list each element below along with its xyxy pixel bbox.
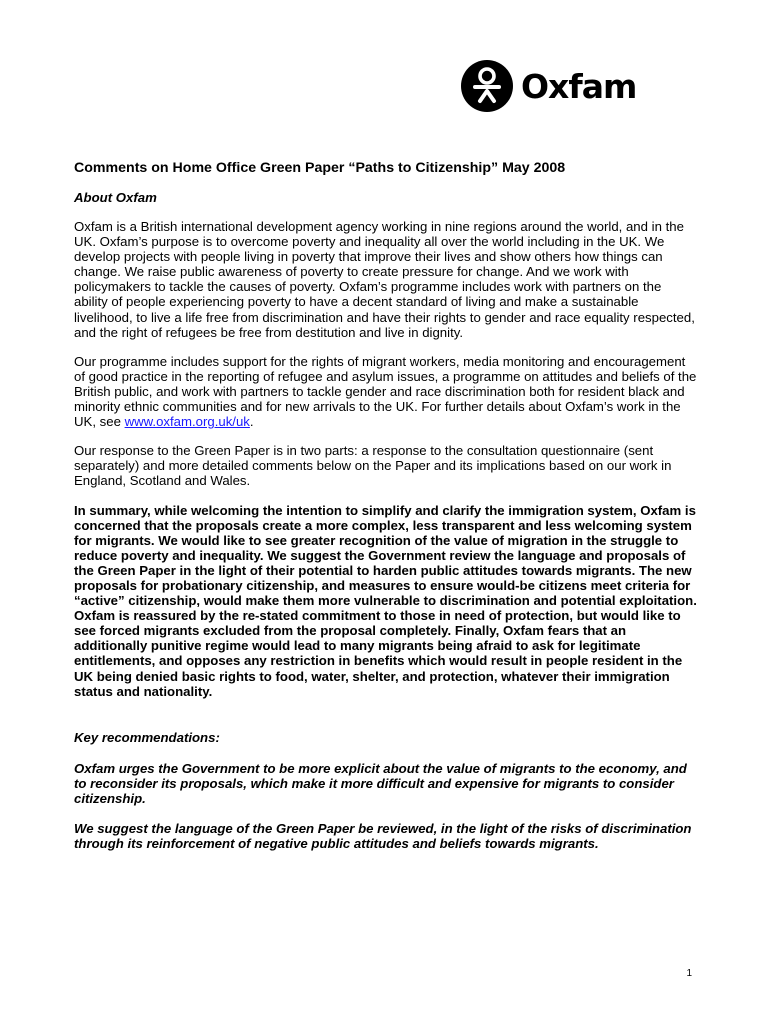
document-title: Comments on Home Office Green Paper “Paths to Citizenship” May 2008	[74, 160, 566, 176]
response-paragraph: Our response to the Green Paper is in two parts: a response to the consultation questionnaire (sent separately) and more detailed comments below on the Paper and its implications based on our work in England, Scotland and Wales.	[74, 443, 672, 489]
about-heading: About Oxfam	[74, 190, 157, 205]
recommendation-2: We suggest the language of the Green Paper be reviewed, in the light of the risks of discrimination through its reinforcement of negative public attitudes and beliefs towards migrants.	[74, 821, 692, 852]
programme-period: .	[249, 414, 254, 430]
about-paragraph: Oxfam is a British international development agency working in nine regions around the world, and in the UK. Oxfam’s purpose is to overcome poverty and inequality all over the world including in the UK. We develop projects with people living in poverty that improve their lives and show others how things can change. We raise public awareness of poverty to create pressure for change. And we work with policymakers to tackle the causes of poverty. Oxfam’s programme includes work with partners on the ability of people experiencing poverty to have a decent standard of living and make a sustainable livelihood, to live a life free from discrimination and have their rights to gender and race equality respected, and the right of refugees be free from destitution and live in dignity.	[74, 219, 695, 340]
logo-wordmark: Oxfam	[521, 66, 637, 106]
recommendation-1: Oxfam urges the Government to be more explicit about the value of migrants to the economy, and to reconsider its proposals, which make it more difficult and expensive for migrants to consider citizenship.	[74, 760, 687, 806]
key-recommendations-heading: Key recommendations:	[74, 729, 220, 745]
oxfam-uk-link[interactable]: www.oxfam.org.uk/uk	[124, 414, 250, 430]
page-number: 1	[686, 968, 692, 979]
summary-paragraph: In summary, while welcoming the intention to simplify and clarify the immigration system, Oxfam is concerned that the proposals create a more complex, less transparent and less welcoming system for migrants. We would like to see greater recognition of the value of migration in the struggle to reduce poverty and inequality. We suggest the Government review the language and proposals of the Green Paper in the light of their potential to harden public attitudes towards migrants. The new proposals for probationary citizenship, and measures to ensure would-be citizens meet criteria for “active” citizenship, would make them more vulnerable to discrimination and potential exploitation. Oxfam is reassured by the re-stated commitment to those in need of protection, but would like to see forced migrants excluded from the proposal completely. Finally, Oxfam fears that an additionally punitive regime would lead to many migrants being afraid to ask for legitimate entitlements, and opposes any restriction in benefits which would result in people resident in the UK being denied basic rights to food, water, shelter, and protection, whatever their immigration status and nationality.	[74, 502, 697, 699]
programme-paragraph	[74, 354, 698, 429]
oxfam-figure-logo-icon	[461, 60, 513, 112]
oxfam-logo	[461, 60, 636, 112]
programme-text: Our programme includes support for the rights of migrant workers, media monitoring and encouragement of good practice in the reporting of refugee and asylum issues, a programme on attitudes and beliefs of the British public, and work with partners to tackle gender and race discrimination both for resident black and minority ethnic communities and for new arrivals to the UK. For further details about Oxfam’s work in the UK, see	[74, 353, 697, 430]
document-body	[74, 160, 698, 866]
